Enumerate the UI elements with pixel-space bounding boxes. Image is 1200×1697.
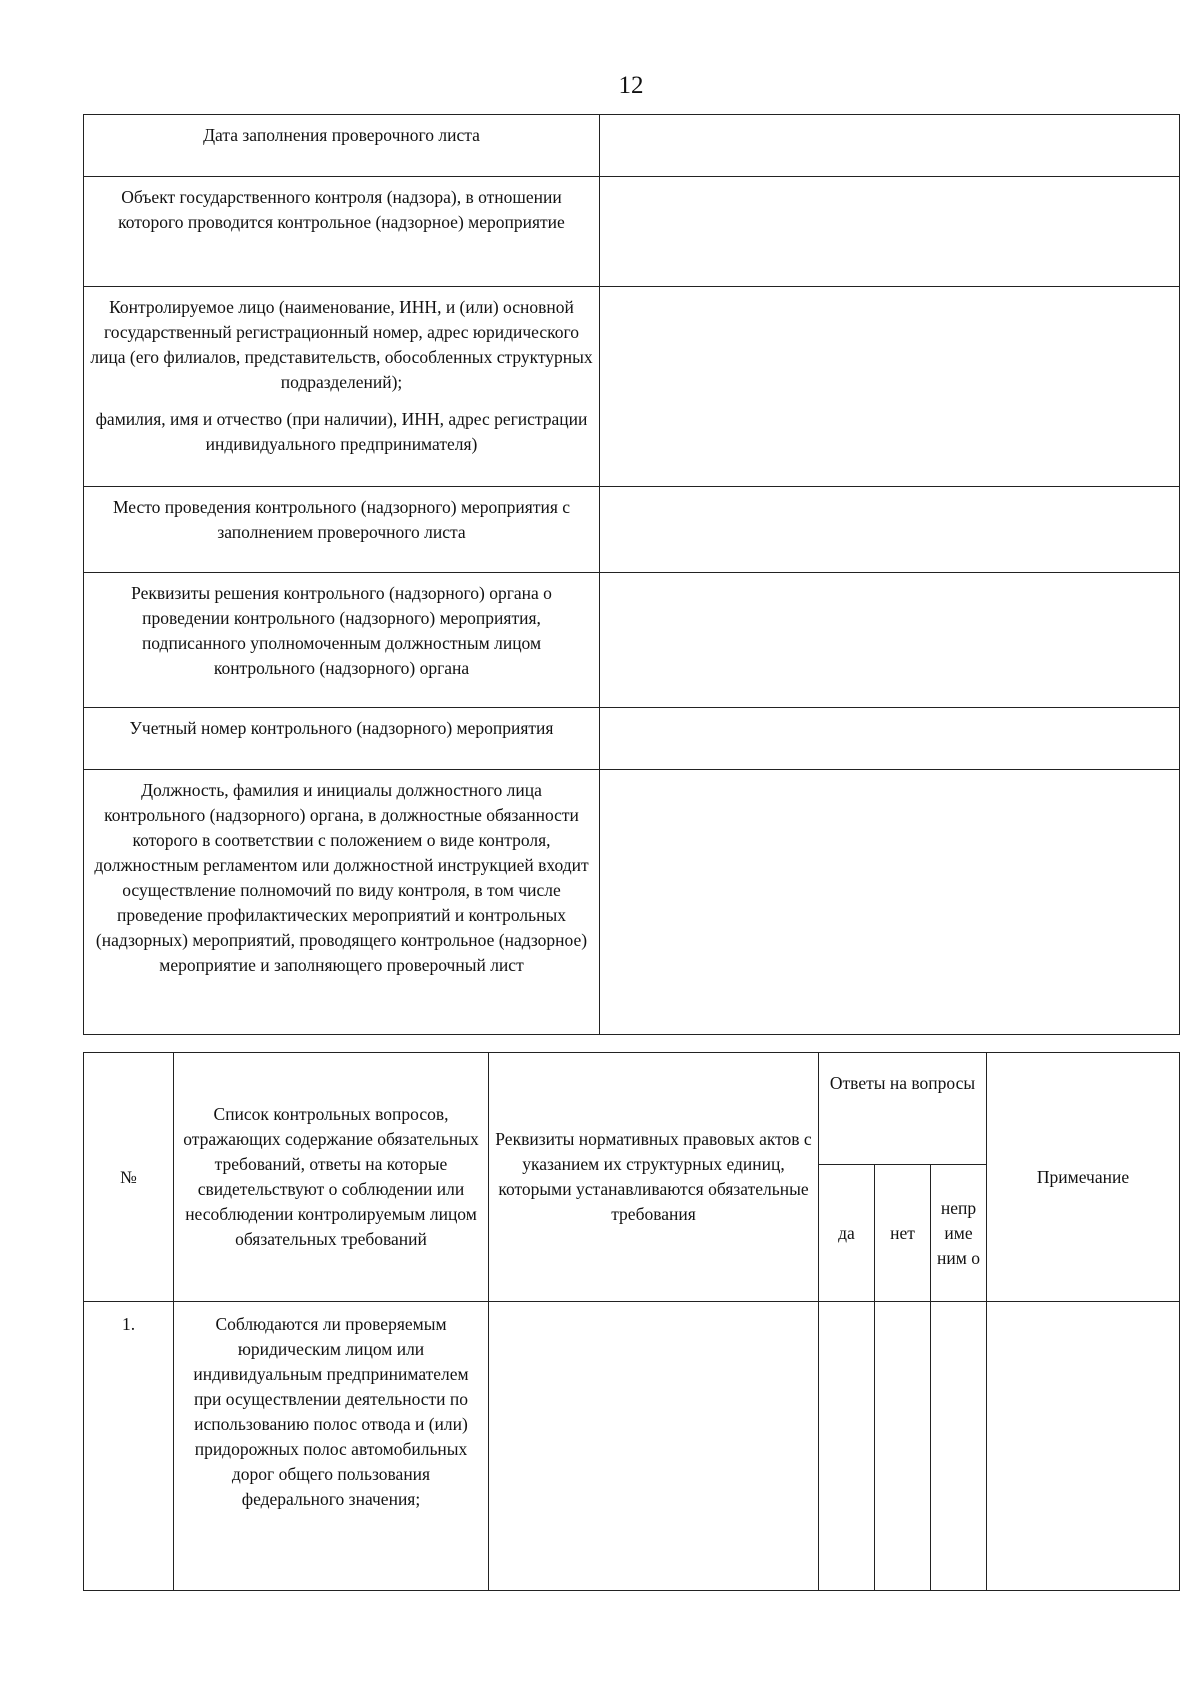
questions-header: Список контрольных вопросов, отражающих содержание обязательных требований, ответы на которые свидетельствуют о соблюдении или несоблюдении контролируемым лицом обязательных требований — [174, 1053, 489, 1302]
info-value[interactable] — [600, 177, 1180, 287]
info-label — [84, 287, 600, 487]
inspection-info-table — [83, 114, 1180, 1035]
info-row-decision — [84, 573, 1180, 708]
answers-header: Ответы на вопросы — [819, 1053, 987, 1165]
info-value[interactable] — [600, 573, 1180, 708]
info-row-place — [84, 487, 1180, 573]
row-note[interactable] — [987, 1302, 1180, 1591]
note-header: Примечание — [987, 1053, 1180, 1302]
label-text: Контролируемое лицо (наименование, ИНН, и (или) основной государственный регистрационный номер, адрес юридического лица (его филиалов, представительств, обособленных структурных подразделений); — [90, 297, 593, 392]
page-number: 12 — [618, 72, 644, 99]
label-text: Учетный номер контрольного (надзорного) мероприятия — [129, 718, 554, 738]
info-value[interactable] — [600, 287, 1180, 487]
info-value[interactable] — [600, 115, 1180, 177]
table-row — [84, 1302, 1180, 1591]
info-label — [84, 770, 600, 1035]
row-question: Соблюдаются ли проверяемым юридическим лицом или индивидуальным предпринимателем при осуществлении деятельности по использованию полос отвода и (или) придорожных полос автомобильных дорог общего пользования федерального значения; — [174, 1302, 489, 1591]
row-answer-not-applicable[interactable] — [931, 1302, 987, 1591]
label-text: Должность, фамилия и инициалы должностного лица контрольного (надзорного) органа, в должностные обязанности которого в соответствии с положением о виде контроля, должностным регламентом или должностной инструкцией входит осуществление полномочий по виду контроля, в том числе проведение профилактических мероприятий и контрольных (надзорных) мероприятий, проводящего контрольное (надзорное) мероприятие и заполняющего проверочный лист — [94, 780, 589, 975]
row-number: 1. — [84, 1302, 174, 1591]
info-label — [84, 177, 600, 287]
row-requisites[interactable] — [489, 1302, 819, 1591]
info-row-date — [84, 115, 1180, 177]
not-applicable-header: непр име ним о — [931, 1165, 987, 1302]
info-value[interactable] — [600, 487, 1180, 573]
header-row — [84, 1053, 1180, 1165]
number-header: № — [84, 1053, 174, 1302]
info-row-official — [84, 770, 1180, 1035]
info-label — [84, 487, 600, 573]
row-answer-yes[interactable] — [819, 1302, 875, 1591]
no-header: нет — [875, 1165, 931, 1302]
info-row-object — [84, 177, 1180, 287]
info-row-controlled-person — [84, 287, 1180, 487]
info-row-registration-number — [84, 708, 1180, 770]
info-value[interactable] — [600, 770, 1180, 1035]
info-value[interactable] — [600, 708, 1180, 770]
label-text: Реквизиты решения контрольного (надзорного) органа о проведении контрольного (надзорного) мероприятия, подписанного уполномоченным должностным лицом контрольного (надзорного) органа — [131, 583, 552, 678]
checklist-table — [83, 1052, 1180, 1591]
label-text: Объект государственного контроля (надзора), в отношении которого проводится контрольное (надзорное) мероприятие — [118, 187, 565, 232]
info-label — [84, 115, 600, 177]
row-answer-no[interactable] — [875, 1302, 931, 1591]
label-text: Место проведения контрольного (надзорного) мероприятия с заполнением проверочного листа — [112, 497, 571, 542]
yes-header: да — [819, 1165, 875, 1302]
label-text: фамилия, имя и отчество (при наличии), ИНН, адрес регистрации индивидуального предпринимателя) — [95, 409, 588, 454]
info-label — [84, 708, 600, 770]
label-text: Дата заполнения проверочного листа — [203, 125, 480, 145]
requisites-header: Реквизиты нормативных правовых актов с указанием их структурных единиц, которыми устанавливаются обязательные требования — [489, 1053, 819, 1302]
info-label — [84, 573, 600, 708]
